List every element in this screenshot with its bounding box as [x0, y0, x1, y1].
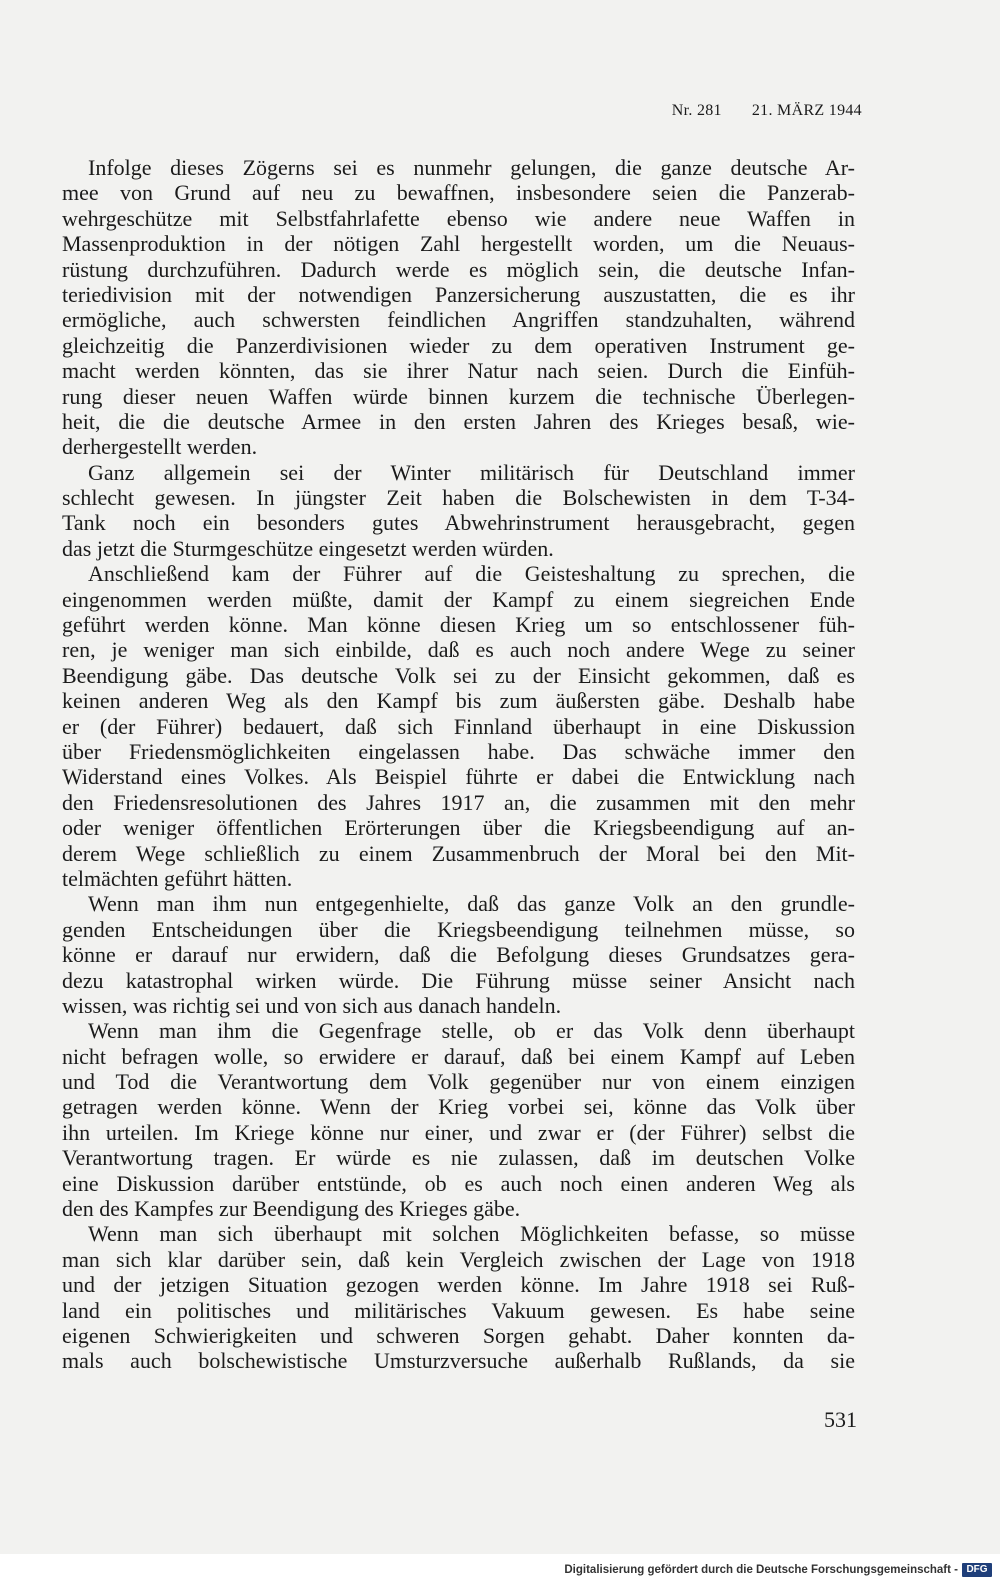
digitization-footer: [0, 1554, 1000, 1586]
text-line: ermögliche, auch schwersten feindlichen Angriffen standzuhalten, während: [62, 307, 855, 333]
text-line: und der jetzigen Situation gezogen werden könne. Im Jahre 1918 sei Ruß-: [62, 1272, 855, 1298]
text-line: Wenn man ihm nun entgegenhielte, daß das ganze Volk an den grundle-: [88, 891, 855, 917]
text-line: wissen, was richtig sei und von sich aus danach handeln.: [62, 992, 562, 1018]
footer-content: [564, 1563, 992, 1577]
text-line: Wenn man sich überhaupt mit solchen Möglichkeiten befasse, so müsse: [88, 1221, 855, 1247]
paragraph: [62, 891, 855, 1018]
text-line: genden Entscheidungen über die Kriegsbeendigung teilnehmen müsse, so: [62, 916, 855, 942]
text-line: Massenproduktion in der nötigen Zahl hergestellt worden, um die Neuaus-: [62, 231, 855, 257]
text-line: den Friedensresolutionen des Jahres 1917 an, die zusammen mit den mehr: [62, 789, 855, 815]
paragraph: [62, 460, 855, 562]
text-line: Widerstand eines Volkes. Als Beispiel führte er dabei die Entwicklung nach: [62, 764, 855, 790]
text-line: eigenen Schwierigkeiten und schweren Sorgen gehabt. Daher konnten da-: [62, 1322, 855, 1348]
text-line: wehrgeschütze mit Selbstfahrlafette ebenso wie andere neue Waffen in: [62, 205, 855, 231]
text-line: rüstung durchzuführen. Dadurch werde es möglich sein, die deutsche Infan-: [62, 256, 855, 282]
text-line: mals auch bolschewistische Umsturzversuche außerhalb Rußlands, da sie: [62, 1348, 855, 1374]
text-line: heit, die die deutsche Armee in den ersten Jahren des Krieges besaß, wie-: [62, 408, 855, 434]
text-line: land ein politisches und militärisches Vakuum gewesen. Es habe seine: [62, 1297, 855, 1323]
text-line: könne er darauf nur erwidern, daß die Befolgung dieses Grundsatzes gera-: [62, 942, 855, 968]
text-line: geführt werden könne. Man könne diesen Krieg um so entschlossener füh-: [62, 612, 855, 638]
text-line: man sich klar darüber sein, daß kein Vergleich zwischen der Lage von 1918: [62, 1246, 855, 1272]
text-line: er (der Führer) bedauert, daß sich Finnland überhaupt in eine Diskussion: [62, 713, 855, 739]
text-line: Wenn man ihm die Gegenfrage stelle, ob er das Volk denn überhaupt: [88, 1018, 855, 1044]
text-line: derhergestellt werden.: [62, 434, 258, 460]
text-line: getragen werden könne. Wenn der Krieg vorbei sei, könne das Volk über: [62, 1094, 855, 1120]
text-line: oder weniger öffentlichen Erörterungen über die Kriegsbeendigung auf an-: [62, 815, 855, 841]
text-line: derem Wege schließlich zu einem Zusammenbruch der Moral bei den Mit-: [62, 840, 855, 866]
footer-text: Digitalisierung gefördert durch die Deutsche Forschungsgemeinschaft -: [564, 1564, 958, 1576]
text-line: den des Kampfes zur Beendigung des Krieges gäbe.: [62, 1196, 521, 1222]
paragraph: [62, 1018, 855, 1221]
text-line: über Friedensmöglichkeiten eingelassen habe. Das schwäche immer den: [62, 738, 855, 764]
text-line: Anschließend kam der Führer auf die Geisteshaltung zu sprechen, die: [88, 561, 855, 587]
body-text: [62, 155, 855, 1374]
paragraph: [62, 1221, 855, 1373]
running-header: [672, 100, 862, 122]
text-line: eine Diskussion darüber entstünde, ob es auch noch einen anderen Weg als: [62, 1170, 855, 1196]
text-line: nicht befragen wolle, so erwidere er darauf, daß bei einem Kampf auf Leben: [62, 1043, 855, 1069]
paragraph: [62, 561, 855, 891]
text-line: gleichzeitig die Panzerdivisionen wieder zu dem operativen Instrument ge-: [62, 332, 855, 358]
text-line: eingenommen werden müßte, damit der Kampf zu einem siegreichen Ende: [62, 586, 855, 612]
text-line: Ganz allgemein sei der Winter militärisch für Deutschland immer: [88, 459, 855, 485]
text-line: telmächten geführt hätten.: [62, 865, 293, 891]
text-line: Beendigung gäbe. Das deutsche Volk sei zu der Einsicht gekommen, daß es: [62, 662, 855, 688]
text-line: rung dieser neuen Waffen würde binnen kurzem die technische Überlegen-: [62, 383, 855, 409]
text-line: und Tod die Verantwortung dem Volk gegenüber nur von einem einzigen: [62, 1069, 855, 1095]
page-number: 531: [824, 1407, 857, 1432]
text-line: macht werden könnten, das sie ihrer Natur nach seien. Durch die Einfüh-: [62, 358, 855, 384]
text-line: Tank noch ein besonders gutes Abwehrinstrument herausgebracht, gegen: [62, 510, 855, 536]
paragraph: [62, 155, 855, 460]
text-line: schlecht gewesen. In jüngster Zeit haben die Bolschewisten in dem T-34-: [62, 485, 855, 511]
text-line: dezu katastrophal wirken würde. Die Führung müsse seiner Ansicht nach: [62, 967, 855, 993]
text-line: das jetzt die Sturmgeschütze eingesetzt werden würden.: [62, 535, 554, 561]
dfg-logo: DFG: [962, 1563, 992, 1577]
document-date: 21. MÄRZ 1944: [751, 102, 862, 119]
text-line: teriedivision mit der notwendigen Panzersicherung auszustatten, die es ihr: [62, 281, 855, 307]
document-number: Nr. 281: [671, 102, 722, 119]
text-line: ren, je weniger man sich einbilde, daß es auch noch andere Wege zu seiner: [62, 637, 855, 663]
text-line: Infolge dieses Zögerns sei es nunmehr gelungen, die ganze deutsche Ar-: [88, 155, 855, 180]
text-line: mee von Grund auf neu zu bewaffnen, insbesondere seien die Panzerab-: [62, 180, 855, 206]
text-line: keinen anderen Weg als den Kampf bis zum äußersten gäbe. Deshalb habe: [62, 688, 855, 714]
text-line: ihn urteilen. Im Kriege könne nur einer, und zwar er (der Führer) selbst die: [62, 1119, 855, 1145]
text-line: Verantwortung tragen. Er würde es nie zulassen, daß im deutschen Volke: [62, 1145, 855, 1171]
